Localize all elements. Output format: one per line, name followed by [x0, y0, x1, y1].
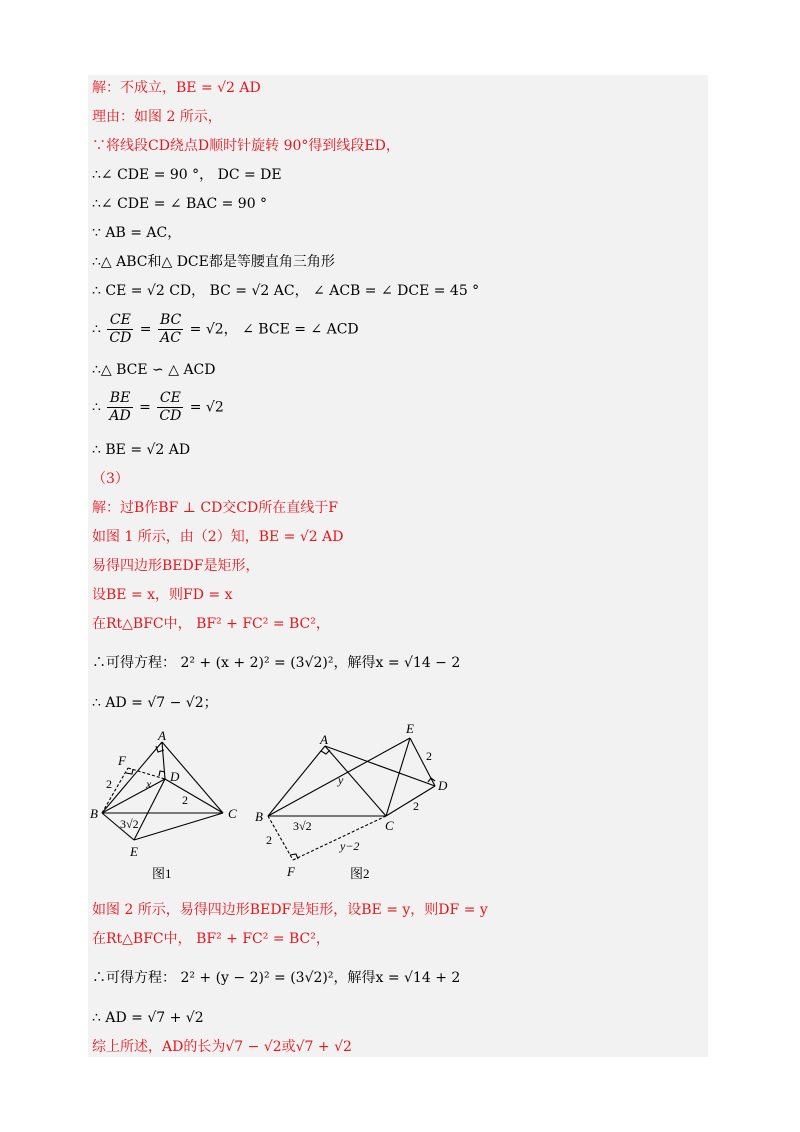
fraction-denominator: CD [159, 408, 182, 424]
line-cde-bac: ∴∠ CDE = ∠ BAC = 90 ° [92, 196, 268, 212]
fig2-measure-bc: 3√2 [293, 819, 312, 833]
fig1-label-d: D [170, 769, 180, 784]
line-ad-1: ∴ AD = √7 − √2； [92, 695, 218, 711]
fig1-measure-bc: 3√2 [120, 817, 139, 831]
line-be-result: ∴ BE = √2 AD [92, 442, 191, 458]
fig2-caption: 图2 [350, 866, 370, 881]
line-cde-90: ∴∠ CDE = 90 °， DC = DE [92, 167, 282, 183]
line-rotation: ∵将线段CD绕点D顺时针旋转 90°得到线段ED， [92, 138, 400, 154]
ratio-1-tail: = √2， ∠ BCE = ∠ ACD [189, 321, 359, 338]
fig1-label-c: C [228, 806, 237, 821]
fraction-numerator: BC [159, 312, 182, 328]
geometry-figures [88, 718, 468, 890]
fig1-label-e: E [130, 844, 138, 859]
line-equation-2: ∴可得方程： 2² + (y − 2)² = (3√2)²，解得x = √14 + 2 [92, 970, 461, 986]
fig2-measure-cd: 2 [413, 799, 419, 813]
fig2-label-f: F [287, 864, 295, 879]
fig2-label-e: E [406, 721, 414, 736]
line-ab-ac: ∵ AB = AC， [92, 225, 182, 241]
line-pythag-2: 在Rt△BFC中， BF² + FC² = BC²， [92, 931, 330, 947]
line-pythag-1: 在Rt△BFC中， BF² + FC² = BC²， [92, 616, 330, 632]
fraction-denominator: AC [160, 330, 181, 346]
line-fig2-rectangle: 如图 2 所示，易得四边形BEDF是矩形，设BE = y，则DF = y [92, 902, 488, 918]
line-ratio-2: ∴ $\frac{BE}{AD}$ = $\frac{CE}{CD}$ = √2 [92, 390, 224, 424]
line-conclusion: 解：不成立，BE = √2 AD [92, 80, 261, 96]
fig1-caption: 图1 [152, 866, 172, 881]
fig2-label-d: D [438, 778, 448, 793]
line-construction: 解：过B作BF ⊥ CD交CD所在直线于F [92, 500, 338, 516]
line-rectangle-1: 易得四边形BEDF是矩形， [92, 558, 260, 574]
line-similar: ∴△ BCE ∽ △ ACD [92, 362, 216, 378]
fraction-denominator: CD [109, 330, 132, 346]
fraction-ce-cd [157, 390, 183, 425]
fraction-numerator: CE [157, 390, 183, 408]
ratio-2-prefix: ∴ [92, 399, 101, 416]
fig2-label-c: C [385, 818, 394, 833]
fig1-label-f: F [118, 753, 126, 768]
line-isosceles: ∴△ ABC和△ DCE都是等腰直角三角形 [92, 254, 335, 270]
line-ratio-1: ∴ $\frac{CE}{CD}$ = $\frac{BC}{AC}$ = √2， ∠ BCE = ∠ ACD [92, 312, 359, 346]
fig2-measure-ad: y [338, 773, 344, 787]
fig2-measure-bf: 2 [266, 833, 272, 847]
fig2-measure-ed: 2 [426, 749, 432, 763]
line-ce-bc: ∴ CE = √2 CD， BC = √2 AC， ∠ ACB = ∠ DCE = 45 ° [92, 283, 480, 299]
line-summary: 综上所述，AD的长为√7 − √2或√7 + √2 [92, 1039, 352, 1055]
ratio-2-tail: = √2 [189, 399, 224, 416]
fig1-label-a: A [158, 728, 166, 743]
fig1-measure-dc: 2 [182, 793, 188, 807]
fraction-denominator: AD [109, 408, 131, 424]
fraction-be-ad [107, 390, 132, 425]
fraction-bc-ac [158, 312, 183, 347]
fig2-label-a: A [320, 732, 328, 747]
fig2-measure-fc: y−2 [340, 839, 360, 853]
line-let-x: 设BE = x，则FD = x [92, 587, 233, 603]
fraction-ce-cd [107, 312, 133, 347]
fig1-label-b: B [90, 806, 98, 821]
fig1-measure-fd: x [146, 777, 152, 791]
fraction-numerator: CE [107, 312, 133, 330]
fig2-label-b: B [255, 809, 263, 824]
line-equation-1: ∴可得方程： 2² + (x + 2)² = (3√2)²，解得x = √14 − 2 [92, 655, 461, 671]
fraction-numerator: BE [107, 390, 132, 408]
line-reason: 理由：如图 2 所示， [92, 109, 222, 125]
line-part-3: （3） [92, 471, 129, 487]
line-fig1-known: 如图 1 所示，由（2）知，BE = √2 AD [92, 529, 344, 545]
fig1-measure-bf: 2 [106, 777, 112, 791]
ratio-1-prefix: ∴ [92, 321, 101, 338]
line-ad-2: ∴ AD = √7 + √2 [92, 1010, 204, 1026]
